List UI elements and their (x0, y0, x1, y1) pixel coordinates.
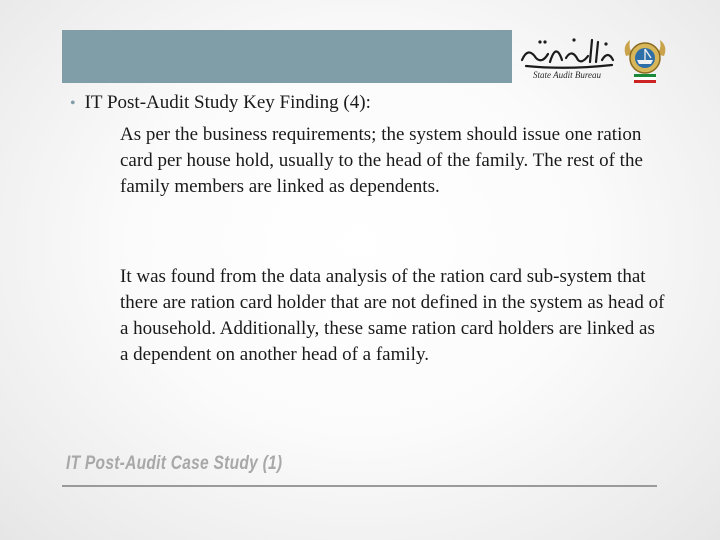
footer-divider (62, 485, 657, 487)
finding-paragraph: As per the business requirements; the system should issue one ration card per house hold, usually to the head of the family. The rest of the family members are linked as dependents. (120, 124, 643, 197)
logo-caption: State Audit Bureau (533, 70, 601, 80)
bullet-icon: • (70, 95, 76, 112)
finding-paragraph: It was found from the data analysis of the ration card sub-system that there are ration card holder that are not defined in the system as head of a household. Additionally, these same ration card holders are linked as a dependent on another head of a family. (120, 266, 665, 365)
key-finding-heading: IT Post-Audit Study Key Finding (4): (84, 92, 371, 113)
footer-title: IT Post-Audit Case Study (1) (66, 453, 283, 474)
key-finding-bullet (70, 92, 371, 114)
